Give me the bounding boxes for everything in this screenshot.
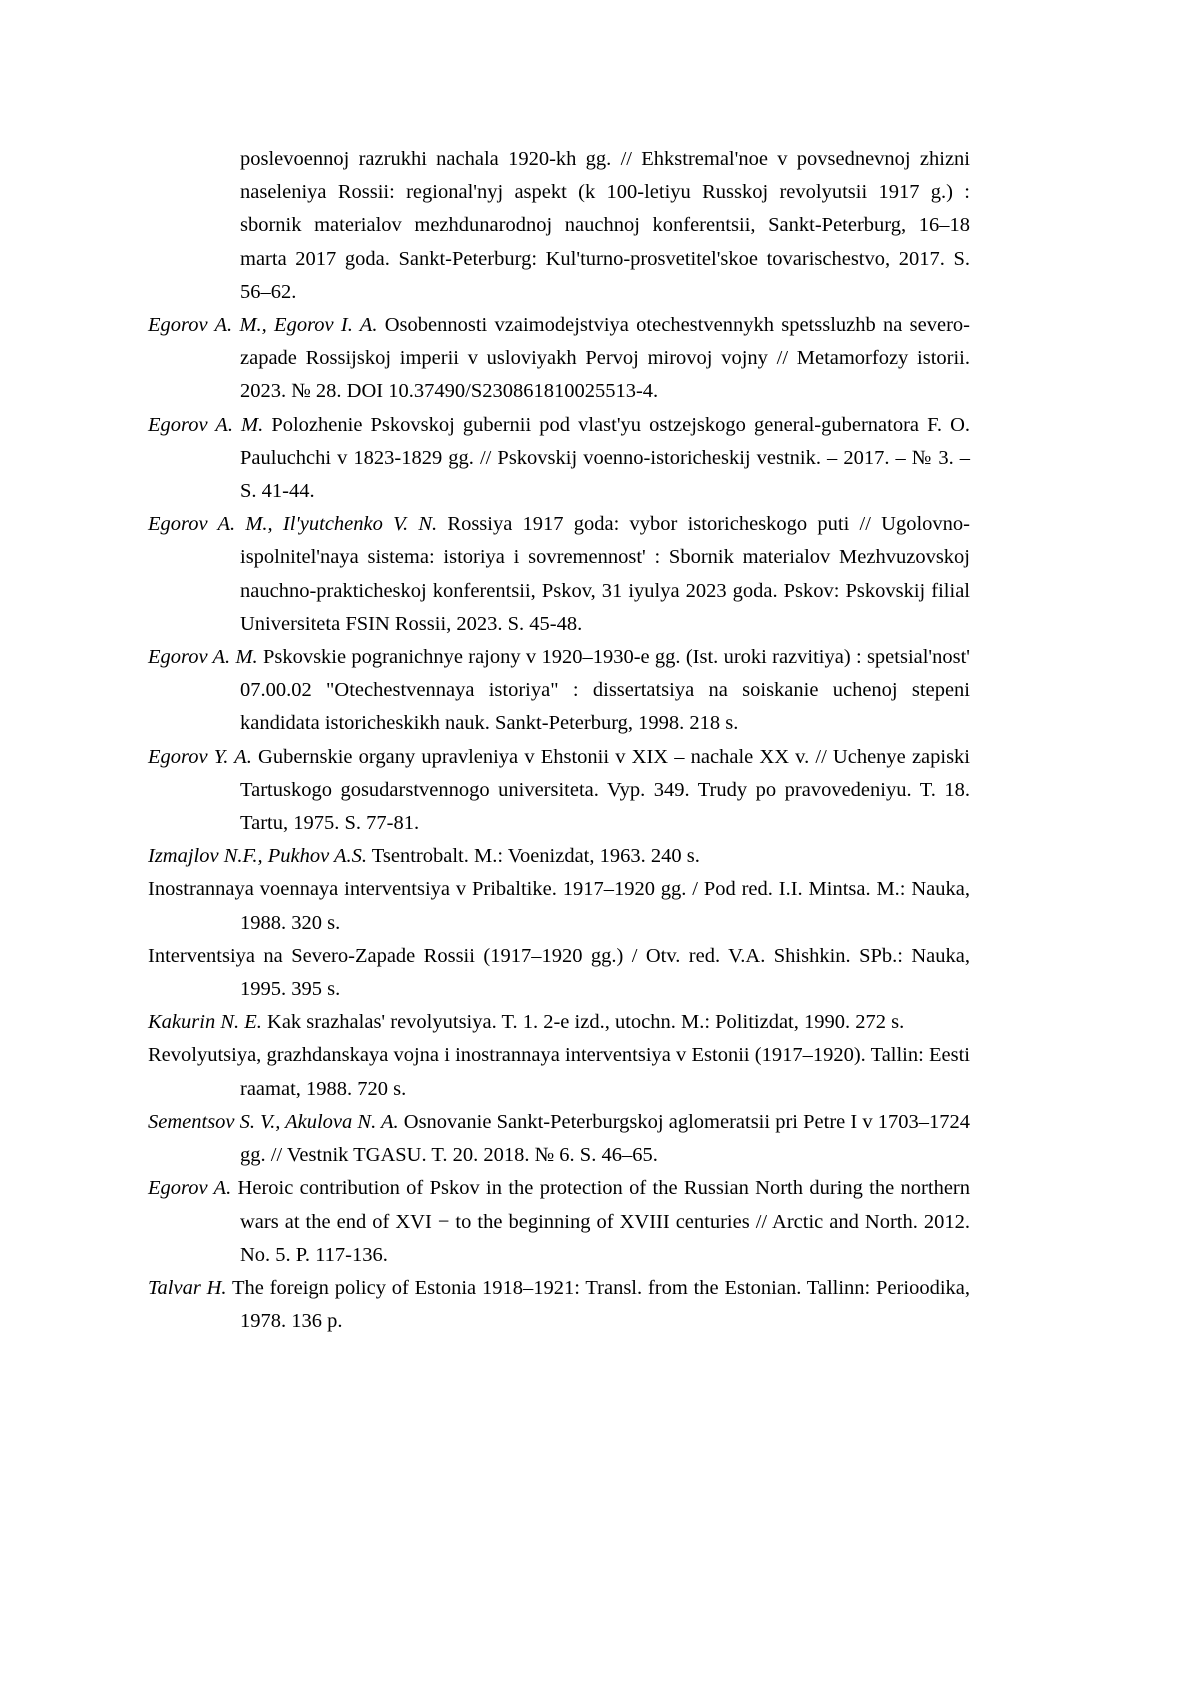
entry-text: The foreign policy of Estonia 1918–1921: Transl. from the Estonian. Tallinn: Perioodika, 1978. 136 p. [232,1276,970,1333]
entry-author: Kakurin N. E. [148,1011,262,1034]
entry-text: Tsentrobalt. M.: Voenizdat, 1963. 240 s. [371,845,700,868]
entry-author: Egorov A. [148,1177,232,1200]
bibliography-entry [148,1006,970,1039]
bibliography-entry [148,1172,970,1272]
bibliography-entry [148,741,970,841]
bibliography-entry [148,143,970,309]
entry-author: Egorov A. M. [148,646,258,669]
entry-text: Pskovskie pogranichnye rajony v 1920–1930-e gg. (Ist. uroki razvitiya) : spetsial'nost' 07.00.02 "Otechestvennaya istoriya" : dissertatsiya na soiskanie uchenoj stepeni kandidata istoricheskikh nauk. Sankt-Peterburg, 1998. 218 s. [240,646,970,735]
bibliography-entry [148,1106,970,1172]
entry-text: poslevoennoj razrukhi nachala 1920-kh gg. // Ehkstremal'noe v povsednevnoj zhizni naseleniya Rossii: regional'nyj aspekt (k 100-letiyu Russkoj revolyutsii 1917 g.) : sbornik materialov mezhdunarodnoj nauchnoj konferentsii, Sankt-Peterburg, 16–18 marta 2017 goda. Sankt-Peterburg: Kul'turno-prosvetitel'skoe tovarischestvo, 2017. S. 56–62. [240,148,970,303]
entry-author: Egorov Y. A. [148,745,252,768]
entry-text: Osnovanie Sankt-Peterburgskoj aglomeratsii pri Petre I v 1703–1724 gg. // Vestnik TGASU. T. 20. 2018. № 6. S. 46–65. [240,1110,971,1167]
entry-author: Egorov A. M., Egorov I. A. [148,314,378,337]
entry-text: Heroic contribution of Pskov in the protection of the Russian North during the northern wars at the end of XVI − to the beginning of XVIII centuries // Arctic and North. 2012. No. 5. P. 117-136. [237,1177,971,1266]
entry-text: Rossiya 1917 goda: vybor istoricheskogo puti // Ugolovno-ispolnitel'naya sistema: istoriya i sovremennost' : Sbornik materialov Mezhvuzovskoj nauchno-prakticheskoj konferentsii, Pskov, 31 iyulya 2023 goda. Pskov: Pskovskij filial Universiteta FSIN Rossii, 2023. S. 45-48. [240,513,970,635]
entry-author: Sementsov S. V., Akulova N. A. [148,1110,399,1133]
bibliography-entry [148,940,970,1006]
entry-author: Izmajlov N.F., Pukhov A.S. [148,845,368,868]
entry-text: Osobennosti vzaimodejstviya otechestvennykh spetssluzhb na severo-zapade Rossijskoj imperii v usloviyakh Pervoj mirovoj vojny // Metamorfozy istorii. 2023. № 28. DOI 10.37490/S230861810025513-4. [240,314,971,403]
entry-text: Inostrannaya voennaya interventsiya v Pribaltike. 1917–1920 gg. / Pod red. I.I. Mintsa. M.: Nauka, 1988. 320 s. [148,878,970,934]
entry-author: Egorov A. M. [148,413,264,436]
bibliography-list [148,143,970,1338]
entry-text: Kak srazhalas' revolyutsiya. T. 1. 2-e izd., utochn. M.: Politizdat, 1990. 272 s. [267,1011,905,1034]
entry-text: Polozhenie Pskovskoj gubernii pod vlast'yu ostzejskogo general-gubernatora F. O. Pauluchchi v 1823-1829 gg. // Pskovskij voenno-istoricheskij vestnik. – 2017. – № 3. – S. 41-44. [240,413,970,503]
bibliography-entry [148,873,970,939]
entry-author: Talvar H. [148,1276,227,1299]
entry-text: Revolyutsiya, grazhdanskaya vojna i inostrannaya interventsiya v Estonii (1917–1920). Tallin: Eesti raamat, 1988. 720 s. [148,1044,970,1100]
entry-author: Egorov A. M., Il'yutchenko V. N. [148,513,438,536]
bibliography-entry [148,309,970,409]
entry-text: Interventsiya na Severo-Zapade Rossii (1917–1920 gg.) / Otv. red. V.A. Shishkin. SPb.: Nauka, 1995. 395 s. [148,944,970,1001]
bibliography-entry [148,840,970,873]
bibliography-entry [148,508,970,641]
bibliography-entry [148,1272,970,1338]
bibliography-entry [148,641,970,741]
bibliography-entry [148,1039,970,1105]
bibliography-entry [148,409,970,509]
entry-text: Gubernskie organy upravleniya v Ehstonii v XIX – nachale XX v. // Uchenye zapiski Tartuskogo gosudarstvennogo universiteta. Vyp. 349. Trudy po pravovedeniyu. T. 18. Tartu, 1975. S. 77-81. [240,745,971,835]
